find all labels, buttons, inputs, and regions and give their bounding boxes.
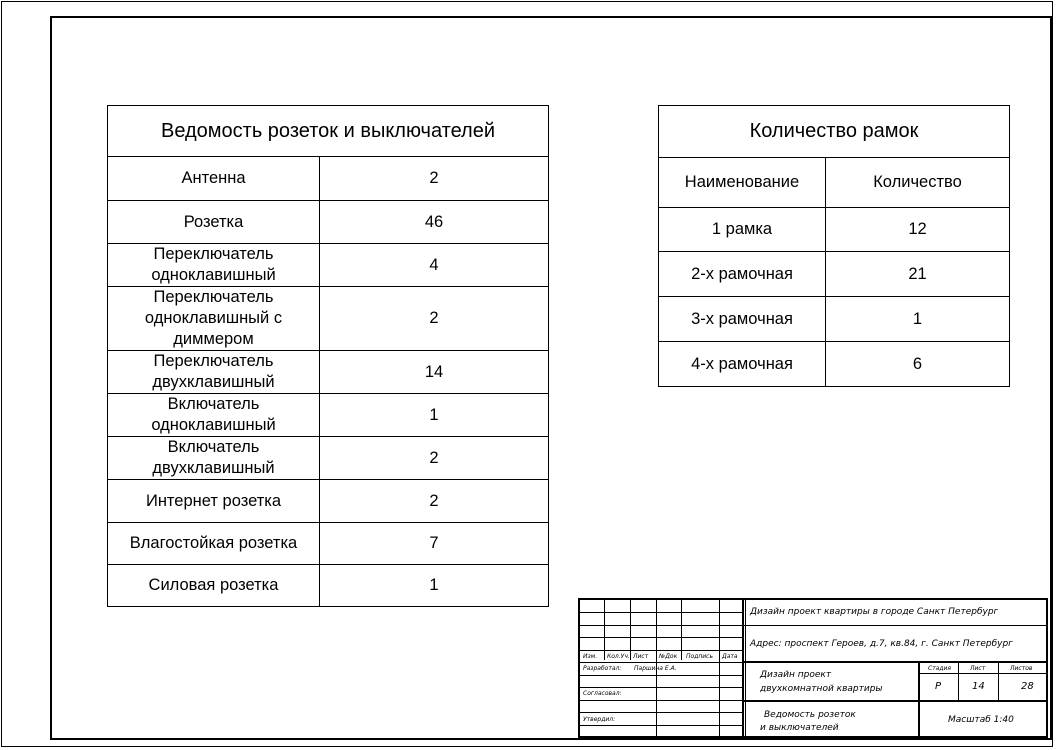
item-qty: 7 <box>320 523 549 565</box>
sheets-value: 28 <box>1021 681 1034 692</box>
sheets-label: Листов <box>1010 665 1033 672</box>
hdr-izm: Изм. <box>583 653 598 660</box>
item-qty: 1 <box>320 565 549 607</box>
sheet-value: 14 <box>972 681 985 692</box>
item-qty: 2 <box>320 287 549 351</box>
design-line-2: двухкомнатной квартиры <box>760 684 883 694</box>
table-row <box>108 437 549 480</box>
design-line-1: Дизайн проект <box>760 670 832 680</box>
doc-line-1: Ведомость розеток <box>764 710 856 720</box>
agreed-label: Согласовал: <box>583 690 622 697</box>
item-qty: 4 <box>320 244 549 287</box>
frames-table <box>658 105 1010 387</box>
scale-label: Масштаб 1:40 <box>948 715 1014 725</box>
developed-label: Разработал: <box>583 665 622 672</box>
item-qty: 2 <box>320 480 549 523</box>
table-row <box>108 351 549 394</box>
frame-name: 4-х рамочная <box>659 342 826 387</box>
item-name: Розетка <box>108 201 320 244</box>
frame-name: 1 рамка <box>659 208 826 252</box>
developed-name: Паршина Е.А. <box>634 665 677 672</box>
project-address: Адрес: проспект Героев, д.7, кв.84, г. Санкт Петербург <box>750 639 1013 649</box>
hdr-podpis: Подпись <box>686 653 713 660</box>
frame-name: 3-х рамочная <box>659 297 826 342</box>
frame-qty: 6 <box>826 342 1010 387</box>
sockets-table-title: Ведомость розеток и выключателей <box>108 106 549 157</box>
item-qty: 14 <box>320 351 549 394</box>
item-qty: 2 <box>320 157 549 201</box>
table-row <box>108 201 549 244</box>
hdr-ndok: №Док <box>659 653 678 660</box>
item-name: Переключатель одноклавишный <box>108 244 320 287</box>
project-title: Дизайн проект квартиры в городе Санкт Петербург <box>750 607 999 617</box>
item-name: Включатель двухклавишный <box>108 437 320 480</box>
item-name: Антенна <box>108 157 320 201</box>
table-row <box>108 287 549 351</box>
item-qty: 46 <box>320 201 549 244</box>
frame-qty: 21 <box>826 252 1010 297</box>
frames-header-row <box>659 158 1010 208</box>
item-name: Переключатель двухклавишный <box>108 351 320 394</box>
table-row <box>659 252 1010 297</box>
table-row <box>108 394 549 437</box>
col-header-qty: Количество <box>826 158 1010 208</box>
approved-label: Утвердил: <box>583 716 616 723</box>
stage-value: Р <box>935 681 942 692</box>
sheet-label: Лист <box>970 665 986 672</box>
title-block <box>578 598 1048 738</box>
hdr-list: Лист <box>633 653 649 660</box>
item-name: Силовая розетка <box>108 565 320 607</box>
frame-name: 2-х рамочная <box>659 252 826 297</box>
col-header-name: Наименование <box>659 158 826 208</box>
stage-label: Стадия <box>928 665 952 672</box>
table-row <box>659 297 1010 342</box>
item-name: Влагостойкая розетка <box>108 523 320 565</box>
item-qty: 2 <box>320 437 549 480</box>
item-qty: 1 <box>320 394 549 437</box>
frame-qty: 12 <box>826 208 1010 252</box>
table-row <box>108 244 549 287</box>
doc-line-2: и выключателей <box>760 723 839 733</box>
frames-table-title: Количество рамок <box>659 106 1010 158</box>
hdr-koluch: Кол.Уч. <box>607 653 630 660</box>
table-row <box>108 157 549 201</box>
table-row <box>108 480 549 523</box>
item-name: Переключатель одноклавишный с диммером <box>108 287 320 351</box>
frame-qty: 1 <box>826 297 1010 342</box>
hdr-data: Дата <box>722 653 738 660</box>
table-row <box>659 342 1010 387</box>
table-row <box>108 565 549 607</box>
table-row <box>108 523 549 565</box>
item-name: Интернет розетка <box>108 480 320 523</box>
sockets-switches-table <box>107 105 549 607</box>
item-name: Включатель одноклавишный <box>108 394 320 437</box>
table-row <box>659 208 1010 252</box>
